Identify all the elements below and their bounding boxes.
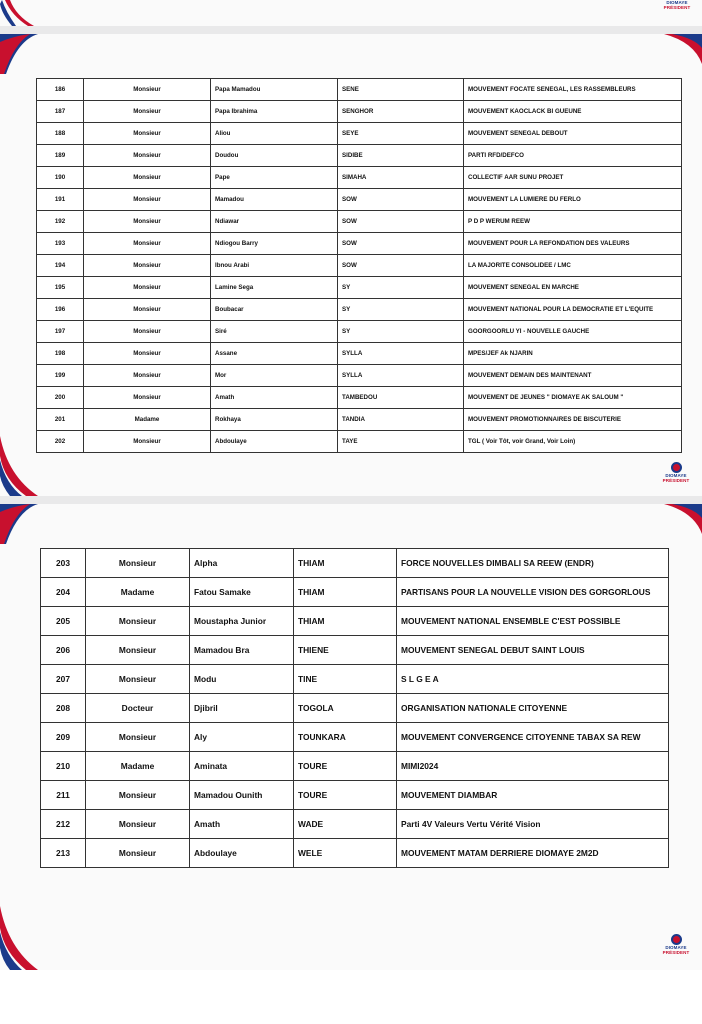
cell-organization: ORGANISATION NATIONALE CITOYENNE <box>397 694 669 723</box>
table-row <box>37 365 682 387</box>
corner-swoosh-p1-bl <box>0 436 40 496</box>
cell-number: 209 <box>41 723 86 752</box>
cell-number: 192 <box>37 211 84 233</box>
table-row <box>41 578 669 607</box>
cell-first-name: Abdoulaye <box>211 431 338 453</box>
cell-first-name: Pape <box>211 167 338 189</box>
cell-first-name: Ndiogou Barry <box>211 233 338 255</box>
cell-first-name: Lamine Sega <box>211 277 338 299</box>
table-row <box>37 321 682 343</box>
cell-number: 206 <box>41 636 86 665</box>
cell-first-name: Mamadou Bra <box>190 636 294 665</box>
cell-organization: MOUVEMENT SENEGAL DEBUT SAINT LOUIS <box>397 636 669 665</box>
corner-swoosh-p2-tr <box>664 504 702 534</box>
cell-organization: MOUVEMENT DEMAIN DES MAINTENANT <box>464 365 682 387</box>
cell-civility: Madame <box>84 409 211 431</box>
cell-organization: MOUVEMENT CONVERGENCE CITOYENNE TABAX SA REW <box>397 723 669 752</box>
cell-civility: Monsieur <box>86 723 190 752</box>
cell-first-name: Ibnou Arabi <box>211 255 338 277</box>
cell-first-name: Ndiawar <box>211 211 338 233</box>
cell-organization: Parti 4V Valeurs Vertu Vérité Vision <box>397 810 669 839</box>
cell-first-name: Papa Ibrahima <box>211 101 338 123</box>
cell-civility: Monsieur <box>84 321 211 343</box>
cell-first-name: Rokhaya <box>211 409 338 431</box>
table-row <box>37 79 682 101</box>
registry-table-2 <box>40 548 669 868</box>
cell-last-name: WELE <box>294 839 397 868</box>
cell-last-name: TAMBEDOU <box>338 387 464 409</box>
cell-first-name: Boubacar <box>211 299 338 321</box>
cell-civility: Monsieur <box>84 233 211 255</box>
cell-last-name: SY <box>338 299 464 321</box>
logo-emblem-icon <box>671 462 682 473</box>
cell-organization: MOUVEMENT KAOCLACK BI GUEUNE <box>464 101 682 123</box>
logo-emblem-icon <box>671 934 682 945</box>
table-row <box>41 723 669 752</box>
cell-civility: Monsieur <box>84 255 211 277</box>
cell-number: 195 <box>37 277 84 299</box>
table-row <box>41 781 669 810</box>
cell-number: 200 <box>37 387 84 409</box>
cell-number: 207 <box>41 665 86 694</box>
cell-organization: MPES/JEF Ak NJARIN <box>464 343 682 365</box>
table-row <box>37 101 682 123</box>
cell-organization: MOUVEMENT NATIONAL POUR LA DEMOCRATIE ET L'EQUITE <box>464 299 682 321</box>
cell-civility: Monsieur <box>84 387 211 409</box>
cell-organization: LA MAJORITE CONSOLIDEE / LMC <box>464 255 682 277</box>
cell-first-name: Aminata <box>190 752 294 781</box>
table-row <box>37 167 682 189</box>
cell-last-name: TANDIA <box>338 409 464 431</box>
cell-first-name: Aly <box>190 723 294 752</box>
cell-last-name: SOW <box>338 189 464 211</box>
cell-organization: MOUVEMENT LA LUMIERE DU FERLO <box>464 189 682 211</box>
page-separator <box>0 496 702 504</box>
cell-last-name: SY <box>338 277 464 299</box>
cell-last-name: SOW <box>338 233 464 255</box>
cell-organization: MOUVEMENT DE JEUNES " DIOMAYE AK SALOUM " <box>464 387 682 409</box>
cell-number: 187 <box>37 101 84 123</box>
cell-last-name: SYLLA <box>338 343 464 365</box>
cell-civility: Monsieur <box>86 607 190 636</box>
cell-organization: S L G E A <box>397 665 669 694</box>
cell-organization: MOUVEMENT SENEGAL DEBOUT <box>464 123 682 145</box>
cell-number: 191 <box>37 189 84 211</box>
cell-first-name: Djibril <box>190 694 294 723</box>
cell-first-name: Doudou <box>211 145 338 167</box>
cell-civility: Monsieur <box>86 781 190 810</box>
cell-civility: Monsieur <box>86 636 190 665</box>
logo-line1: DIOMAYE <box>665 473 687 478</box>
cell-number: 199 <box>37 365 84 387</box>
cell-first-name: Siré <box>211 321 338 343</box>
cell-last-name: SY <box>338 321 464 343</box>
table-row <box>41 752 669 781</box>
cell-last-name: SOW <box>338 211 464 233</box>
cell-number: 205 <box>41 607 86 636</box>
cell-organization: MOUVEMENT SENEGAL EN MARCHE <box>464 277 682 299</box>
cell-civility: Monsieur <box>84 189 211 211</box>
cell-first-name: Assane <box>211 343 338 365</box>
cell-organization: MOUVEMENT POUR LA REFONDATION DES VALEURS <box>464 233 682 255</box>
cell-organization: FORCE NOUVELLES DIMBALI SA REEW (ENDR) <box>397 549 669 578</box>
cell-last-name: TOURE <box>294 752 397 781</box>
cell-number: 197 <box>37 321 84 343</box>
cell-last-name: WADE <box>294 810 397 839</box>
cell-number: 186 <box>37 79 84 101</box>
cell-civility: Monsieur <box>86 810 190 839</box>
cell-first-name: Abdoulaye <box>190 839 294 868</box>
table-row <box>37 431 682 453</box>
cell-last-name: SYLLA <box>338 365 464 387</box>
cell-number: 188 <box>37 123 84 145</box>
cell-last-name: SIMAHA <box>338 167 464 189</box>
table-row <box>37 255 682 277</box>
corner-swoosh-p2-tl <box>0 504 40 544</box>
cell-last-name: SENGHOR <box>338 101 464 123</box>
diomaye-logo <box>660 0 694 10</box>
cell-last-name: TOUNKARA <box>294 723 397 752</box>
cell-number: 202 <box>37 431 84 453</box>
diomaye-logo <box>659 462 693 483</box>
cell-last-name: TOURE <box>294 781 397 810</box>
cell-last-name: THIAM <box>294 549 397 578</box>
logo-line1: DIOMAYE <box>665 945 687 950</box>
cell-first-name: Mamadou <box>211 189 338 211</box>
page-top-fragment <box>0 0 702 26</box>
cell-last-name: SIDIBE <box>338 145 464 167</box>
cell-organization: MOUVEMENT FOCATE SENEGAL, LES RASSEMBLEURS <box>464 79 682 101</box>
cell-number: 193 <box>37 233 84 255</box>
cell-civility: Monsieur <box>84 167 211 189</box>
cell-organization: MIMI2024 <box>397 752 669 781</box>
corner-swoosh-p1-tr <box>664 34 702 64</box>
cell-number: 203 <box>41 549 86 578</box>
corner-swoosh-p1-tl <box>0 34 40 74</box>
cell-first-name: Aliou <box>211 123 338 145</box>
cell-number: 212 <box>41 810 86 839</box>
logo-line2: PRÉSIDENT <box>662 478 690 483</box>
table-row <box>41 694 669 723</box>
cell-organization: MOUVEMENT DIAMBAR <box>397 781 669 810</box>
cell-last-name: SEYE <box>338 123 464 145</box>
cell-number: 213 <box>41 839 86 868</box>
table-row <box>37 409 682 431</box>
cell-civility: Monsieur <box>84 431 211 453</box>
table-row <box>37 387 682 409</box>
page-separator <box>0 26 702 34</box>
table-row <box>41 665 669 694</box>
cell-number: 198 <box>37 343 84 365</box>
cell-first-name: Amath <box>211 387 338 409</box>
cell-civility: Docteur <box>86 694 190 723</box>
logo-line1: DIOMAYE <box>666 0 688 5</box>
cell-civility: Monsieur <box>84 123 211 145</box>
cell-number: 194 <box>37 255 84 277</box>
cell-last-name: THIAM <box>294 607 397 636</box>
table-row <box>37 123 682 145</box>
cell-civility: Monsieur <box>84 101 211 123</box>
cell-civility: Monsieur <box>84 343 211 365</box>
table-row <box>37 299 682 321</box>
cell-organization: PARTISANS POUR LA NOUVELLE VISION DES GORGORLOUS <box>397 578 669 607</box>
cell-first-name: Amath <box>190 810 294 839</box>
cell-civility: Monsieur <box>86 549 190 578</box>
cell-number: 190 <box>37 167 84 189</box>
cell-organization: PARTI RFD/DEFCO <box>464 145 682 167</box>
cell-number: 196 <box>37 299 84 321</box>
cell-number: 189 <box>37 145 84 167</box>
cell-organization: COLLECTIF AAR SUNU PROJET <box>464 167 682 189</box>
cell-number: 210 <box>41 752 86 781</box>
cell-civility: Monsieur <box>84 277 211 299</box>
cell-number: 204 <box>41 578 86 607</box>
cell-civility: Monsieur <box>86 665 190 694</box>
table-row <box>37 211 682 233</box>
table-row <box>41 810 669 839</box>
cell-organization: MOUVEMENT NATIONAL ENSEMBLE C'EST POSSIBLE <box>397 607 669 636</box>
table-row <box>37 189 682 211</box>
cell-first-name: Alpha <box>190 549 294 578</box>
cell-civility: Monsieur <box>84 79 211 101</box>
cell-last-name: TOGOLA <box>294 694 397 723</box>
corner-swoosh-p2-bl <box>0 906 40 970</box>
cell-last-name: TINE <box>294 665 397 694</box>
cell-last-name: THIAM <box>294 578 397 607</box>
cell-civility: Monsieur <box>86 839 190 868</box>
cell-organization: MOUVEMENT PROMOTIONNAIRES DE BISCUTERIE <box>464 409 682 431</box>
cell-organization: TGL ( Voir Tôt, voir Grand, Voir Loin) <box>464 431 682 453</box>
cell-last-name: SENE <box>338 79 464 101</box>
cell-last-name: TAYE <box>338 431 464 453</box>
cell-number: 211 <box>41 781 86 810</box>
cell-organization: GOORGOORLU YI - NOUVELLE GAUCHE <box>464 321 682 343</box>
cell-civility: Monsieur <box>84 299 211 321</box>
logo-line2: PRÉSIDENT <box>663 5 691 10</box>
cell-civility: Monsieur <box>84 211 211 233</box>
cell-last-name: SOW <box>338 255 464 277</box>
cell-number: 201 <box>37 409 84 431</box>
cell-first-name: Mamadou Ounith <box>190 781 294 810</box>
table-row <box>37 343 682 365</box>
cell-civility: Madame <box>86 578 190 607</box>
table-row <box>41 549 669 578</box>
diomaye-logo <box>659 934 693 955</box>
corner-swoosh-top-left <box>0 0 36 26</box>
cell-first-name: Papa Mamadou <box>211 79 338 101</box>
table-row <box>37 233 682 255</box>
cell-first-name: Modu <box>190 665 294 694</box>
cell-civility: Monsieur <box>84 145 211 167</box>
cell-last-name: THIENE <box>294 636 397 665</box>
cell-organization: MOUVEMENT MATAM DERRIERE DIOMAYE 2M2D <box>397 839 669 868</box>
cell-civility: Madame <box>86 752 190 781</box>
cell-first-name: Fatou Samake <box>190 578 294 607</box>
table-row <box>41 607 669 636</box>
cell-first-name: Mor <box>211 365 338 387</box>
cell-civility: Monsieur <box>84 365 211 387</box>
cell-first-name: Moustapha Junior <box>190 607 294 636</box>
table-row <box>37 277 682 299</box>
table-row <box>37 145 682 167</box>
cell-number: 208 <box>41 694 86 723</box>
registry-table-1 <box>36 78 682 453</box>
logo-line2: PRÉSIDENT <box>662 950 690 955</box>
table-row <box>41 839 669 868</box>
cell-organization: P D P WERUM REEW <box>464 211 682 233</box>
table-row <box>41 636 669 665</box>
